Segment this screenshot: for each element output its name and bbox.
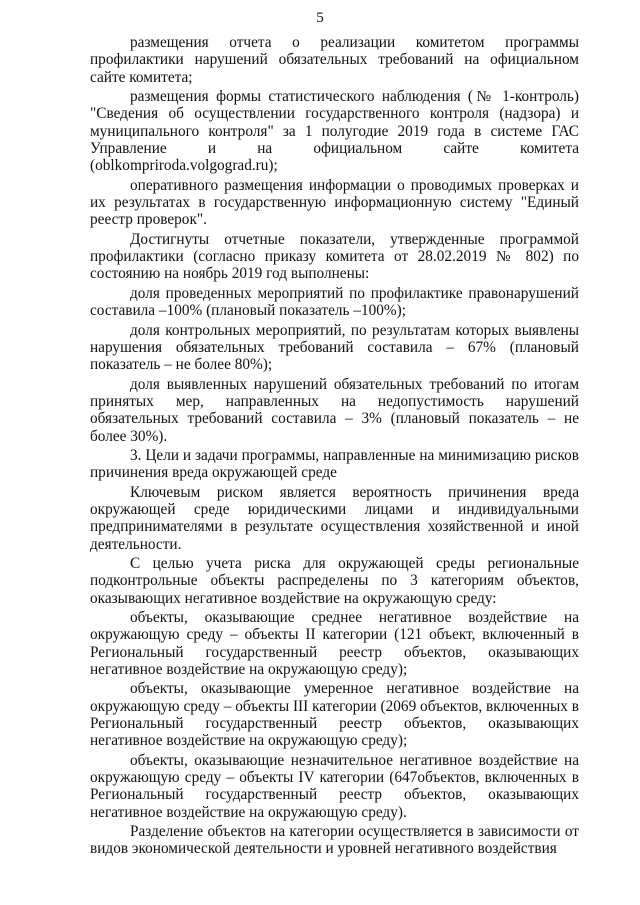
paragraph-category-ii: объекты, оказывающие среднее негативное воздействие на окружающую среду – объекты II категории (121 объект, включенный в Региональный государственный реестр объектов, оказывающих негативное воздействие на окружающую среду); (90, 609, 579, 679)
paragraph-inspection-registry: оперативного размещения информации о проводимых проверках и их результатах в государственную информационную систему "Единый реестр проверок". (90, 176, 579, 229)
paragraph-statistics-form: размещения формы статистического наблюдения (№ 1-контроль) "Сведения об осуществлении государственного контроля (надзора) и муниципального контроля" за 1 полугодие 2019 года в системе ГАС Управление и на официальном сайте комитета (oblkompriroda.volgograd.ru); (90, 88, 579, 175)
paragraph-categorization-basis: Разделение объектов на категории осуществляется в зависимости от видов экономической деятельности и уровней негативного воздействия (90, 823, 579, 858)
paragraph-category-iii: объекты, оказывающие умеренное негативное воздействие на окружающую среду – объекты III категории (2069 объектов, включенных в Региональный государственный реестр объектов, оказывающих негативное воздействие на окружающую среду); (90, 680, 579, 750)
section-heading-goals: 3. Цели и задачи программы, направленные на минимизацию рисков причинения вреда окружающей среде (90, 446, 579, 482)
paragraph-report-placement: размещения отчета о реализации комитетом программы профилактики нарушений обязательных требований на официальном сайте комитета; (90, 34, 579, 86)
paragraph-key-risk: Ключевым риском является вероятность причинения вреда окружающей среде юридическими лицами и индивидуальными предпринимателями в результате осуществления хозяйственной и иной деятельности. (90, 483, 579, 553)
paragraph-indicators-achieved: Достигнуты отчетные показатели, утвержденные программой профилактики (согласно приказу комитета от 28.02.2019 № 802) по состоянию на ноябрь 2019 год выполнены: (90, 230, 579, 283)
paragraph-indicator-prevention-share: доля проведенных мероприятий по профилактике правонарушений составила –100% (плановый показатель –100%); (90, 284, 579, 320)
document-body (90, 34, 579, 860)
page-number: 5 (316, 10, 324, 26)
paragraph-category-iv: объекты, оказывающие незначительное негативное воздействие на окружающую среду – объекты IV категории (647объектов, включенных в Региональный государственный реестр объектов, оказывающих негативное воздействие на окружающую среду). (90, 751, 579, 821)
paragraph-indicator-control-share: доля контрольных мероприятий, по результатам которых выявлены нарушения обязательных требований составила – 67% (плановый показатель – не более 80%); (90, 321, 579, 374)
paragraph-risk-categories: С целью учета риска для окружающей среды региональные подконтрольные объекты распределены по 3 категориям объектов, оказывающих негативное воздействие на окружающую среду: (90, 554, 579, 607)
paragraph-indicator-violations-share: доля выявленных нарушений обязательных требований по итогам принятых мер, направленных на недопустимость нарушений обязательных требований составила – 3% (плановый показатель – не более 30%). (90, 375, 579, 445)
